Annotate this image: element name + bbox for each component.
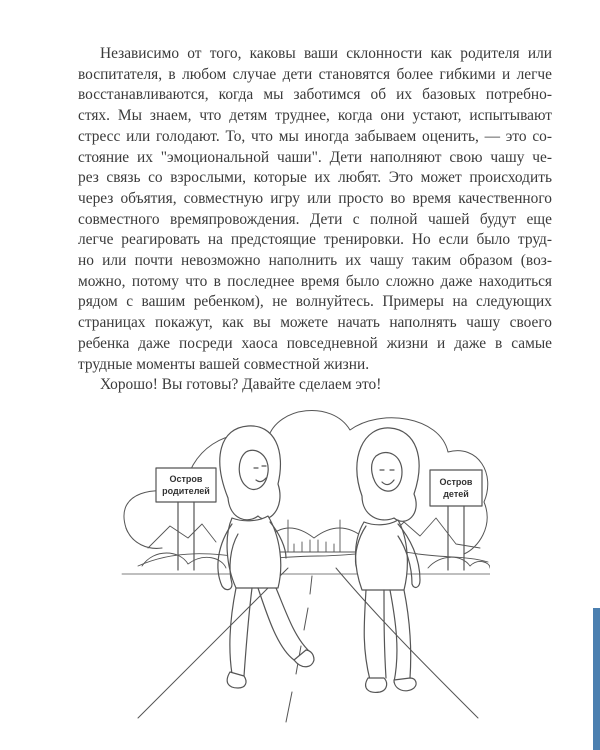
two-women-walking-illustration	[118, 398, 490, 728]
woman-right-figure	[355, 428, 420, 692]
road-center-line	[286, 576, 312, 722]
cloud-outline-left-tail	[126, 528, 162, 548]
road-right-edge	[336, 568, 478, 718]
shrub-left	[142, 553, 226, 568]
paragraph-line: трудные моменты вашей совместной жизни.	[78, 355, 370, 373]
paragraph-line: легче реагировать на предстоящие тренировки. Но если было труд-	[78, 231, 552, 249]
paragraph-line: Независимо от того, каковы ваши склонности как родителя или	[100, 45, 552, 62]
main-paragraph	[78, 44, 552, 396]
paragraph-line: воспитателя, в любом случае дети становятся более гибкими и легче	[78, 65, 552, 83]
paragraph-line: можно, потому что в последнее время было сложно даже находиться	[78, 272, 552, 290]
sign-left-line1: Остров	[169, 474, 203, 484]
paragraph-line: рез связь со взрослыми, которые их любят. Это может происходить	[78, 169, 552, 187]
paragraph-line: стояние их "эмоциональной чаши". Дети наполняют свою чашу че-	[78, 148, 552, 166]
paragraph-line: ребенка даже посреди хаоса повседневной жизни и даже в самые	[78, 334, 552, 352]
sign-right-line2: детей	[443, 489, 469, 499]
shrub-right	[428, 557, 490, 568]
bridge-icon	[268, 520, 364, 552]
sign-left	[156, 468, 216, 570]
sign-left-line2: родителей	[162, 486, 210, 496]
horizon-hills	[138, 552, 488, 566]
paragraph-line: страницах покажут, как вы можете начать наполнять чашу своего	[78, 314, 552, 332]
paragraph-line: стях. Мы знаем, что детям труднее, когда они устают, испытывают	[78, 107, 552, 125]
mountain-range	[148, 518, 480, 548]
page-edge-bar	[593, 608, 600, 750]
sign-right-line1: Остров	[439, 477, 473, 487]
paragraph-line: рядом с вашим ребенком), не волнуйтесь. Примеры на следующих	[78, 293, 552, 311]
paragraph-line: стресс или голодают. То, что мы иногда забываем оценить, — это со-	[78, 127, 552, 145]
paragraph-line: совместного времяпровождения. Дети с полной чашей будут еще	[78, 210, 552, 228]
road-left-edge	[138, 568, 288, 718]
paragraph-line: через объятия, совместную игру или просто во время качественного	[78, 189, 552, 207]
closing-line: Хорошо! Вы готовы? Давайте сделаем это!	[100, 376, 382, 394]
paragraph-line: восстанавливаются, когда мы заботимся об их базовых потребно-	[78, 86, 552, 104]
paragraph-line: но или почти невозможно наполнить их чашу таким образом (воз-	[78, 252, 552, 270]
